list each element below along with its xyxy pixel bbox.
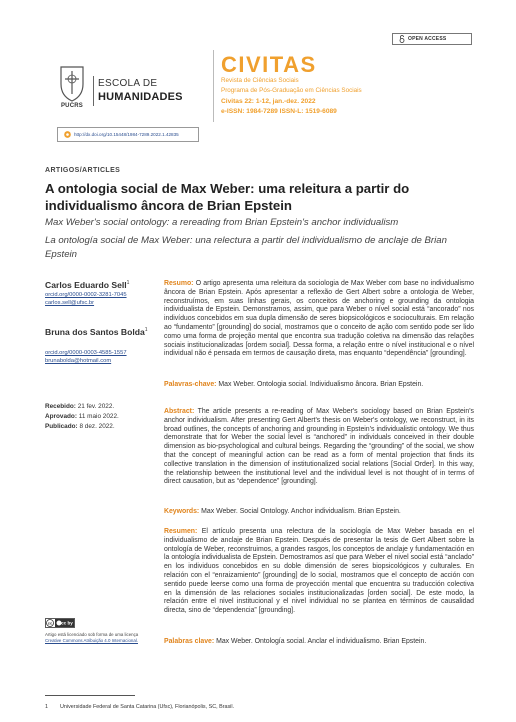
keywords-spanish <box>164 638 474 647</box>
keywords-text: Max Weber. Social Ontology. Anchor individualism. Brian Epstein. <box>201 508 401 515</box>
svg-text:cc: cc <box>47 620 53 626</box>
crest-icon <box>57 64 87 102</box>
cc-by-license-icon[interactable] <box>45 618 75 628</box>
article-title-english: Max Weber's social ontology: a rereading from Brian Epstein's anchor individualism <box>45 217 399 228</box>
keywords-label: Palavras-chave: <box>164 381 217 388</box>
author-affiliation-mark: 1 <box>144 327 148 333</box>
license-text: Artigo está licenciado sob forma de uma licença <box>45 632 139 637</box>
footnote-divider <box>45 695 135 696</box>
license-link[interactable]: Creative Commons Atribuição 4.0 Internacional. <box>45 638 138 643</box>
abstract-english <box>164 408 474 487</box>
journal-volume: Civitas 22: 1-12, jan.-dez. 2022 <box>221 98 316 105</box>
footnote-text: Universidade Federal de Santa Catarina (Ufsc), Florianópolis, SC, Brasil. <box>60 704 235 710</box>
author-name: Bruna dos Santos Bolda$^1$ <box>45 326 148 337</box>
author-orcid-link[interactable]: orcid.org/0000-0002-3281-7045 <box>45 292 127 298</box>
doi-box[interactable] <box>57 127 199 142</box>
article-title-spanish: La ontología social de Max Weber: una relectura a partir del individualismo de anclaje de Brian Epstein <box>45 235 447 260</box>
keywords-text: Max Weber. Ontología social. Anclar el individualismo. Brian Epstein. <box>216 638 427 645</box>
journal-subtitle: Revista de Ciências Sociais <box>221 77 299 84</box>
abstract-portuguese <box>164 280 474 359</box>
logo-divider <box>93 76 94 106</box>
keywords-label: Keywords: <box>164 508 200 515</box>
abstract-label: Resumo: <box>164 280 194 287</box>
author-name: Carlos Eduardo Sell$^1$ <box>45 280 130 290</box>
journal-issn: e-ISSN: 1984-7289 ISSN-L: 1519-6089 <box>221 108 337 115</box>
publication-dates <box>45 402 119 432</box>
university-logo <box>57 64 207 110</box>
author-affiliation-mark: 1 <box>126 280 130 287</box>
abstract-text: The article presents a re-reading of Max Weber's sociology based on Brian Epstein's anchor individualism. After presenting Gert Albert's thesis on Weber's ontology, we reconstruct, in its broad outlines, the concepts of anchoring and grounding in Epstein's individualistic ontology. We thus demonstrate that for Weber the social level is “anchored” in individuals conceived in their double dimension as bio-psychological and cultural beings. Regarding the “grounding” of the social, we show that the concept of meaningful action can be read as a form of mental projection that finds its collective translation in the dimension of institutionalized social relations [Social Order]. In this way, the relationship between the institutional level and the individual level is not thought of in terms of direct causation, but as “dependence” [grounding]. <box>164 408 474 486</box>
keywords-text: Max Weber. Ontologia social. Individualismo âncora. Brian Epstein. <box>218 381 424 388</box>
approved-date: Aprovado: 11 maio 2022. <box>45 413 119 420</box>
keywords-label: Palabras clave: <box>164 638 215 645</box>
section-label: ARTIGOS/ARTICLES <box>45 167 121 174</box>
abstract-spanish <box>164 528 474 616</box>
footnote <box>45 704 234 710</box>
open-access-badge <box>392 33 472 45</box>
logo-short-name: PUCRS <box>60 103 83 109</box>
article-title: A ontologia social de Max Weber: uma releitura a partir do individualismo âncora de Brian Epstein <box>45 181 410 213</box>
keywords-english <box>164 508 474 517</box>
keywords-portuguese <box>164 381 474 390</box>
header-divider <box>213 50 214 122</box>
doi-link[interactable]: http://dx.doi.org/10.15448/1984-7289.2022.1.42835 <box>74 132 179 137</box>
received-date: Recebido: 21 fev. 2022. <box>45 403 115 410</box>
logo-line2: HUMANIDADES <box>98 91 183 103</box>
svg-text:cc by: cc by <box>61 620 73 626</box>
journal-name: CIVITAS <box>221 52 317 77</box>
author-email-link[interactable]: carlos.sell@ufsc.br <box>45 300 95 306</box>
abstract-text: El artículo presenta una relectura de la sociología de Max Weber basada en el individualismo de anclaje de Brian Epstein. Después de presentar la tesis de Gert Albert sobre la ontología de Weber, reconstruimos, a grandes rasgos, los conceptos de anclaje y fundamentación en la ontología individualista de Epstein. Demostramos así que para Weber el nivel social está “anclado” en los individuos concebidos en su doble dimensión de seres biopsicológicos y culturales. En relación con el “enraizamiento” [grounding] de lo social, mostramos que el concepto de acción con sentido puede leerse como una forma de proyección mental que encuentra su traducción colectiva en la dimensión de las relaciones sociales institucionalizadas [orden social]. De este modo, la relación entre el nivel institucional y el nivel individual no se plantea en términos de causalidad directa, sino de “dependencia” [grounding]. <box>164 528 474 615</box>
abstract-label: Abstract: <box>164 408 195 415</box>
published-date: Publicado: 8 dez. 2022. <box>45 423 115 430</box>
author-orcid-link[interactable]: orcid.org/0000-0003-4585-1557 <box>45 350 127 356</box>
author-email-link[interactable]: brunabolda@hotmail.com <box>45 358 112 364</box>
footnote-number: 1 <box>45 704 48 710</box>
journal-program: Programa de Pós-Graduação em Ciências Sociais <box>221 87 362 94</box>
open-lock-icon <box>399 35 405 43</box>
abstract-label: Resumen: <box>164 528 198 535</box>
logo-line1: ESCOLA DE <box>98 78 158 89</box>
doi-icon <box>64 131 71 138</box>
open-access-label: OPEN ACCESS <box>408 36 447 42</box>
abstract-text: O artigo apresenta uma releitura da sociologia de Max Weber com base no individualismo âncora de Brian Epstein. Após apresentar a reflexão de Gert Albert sobre a ontologia de Weber, reconstruímos, em suas linhas gerais, os conceitos de anchoring e grounding da ontologia individualista de Epstein. Demonstramos, assim, que para Weber o nível social está “ancorado” nos indivíduos concebidos em sua dupla dimensão de seres biopsicológicos e socioculturais. Em relação ao “fundamento” [grounding] do social, mostramos que o conceito de ação com sentido pode ser lido como uma forma de projeção mental que encontra sua tradução coletiva na dimensão das relações sociais institucionalizadas [ordem social]. Dessa forma, a relação entre o nível institucional e o nível individual não é pensada em termos de causação direta, mas enquanto “dependência” [grounding]. <box>164 280 474 358</box>
